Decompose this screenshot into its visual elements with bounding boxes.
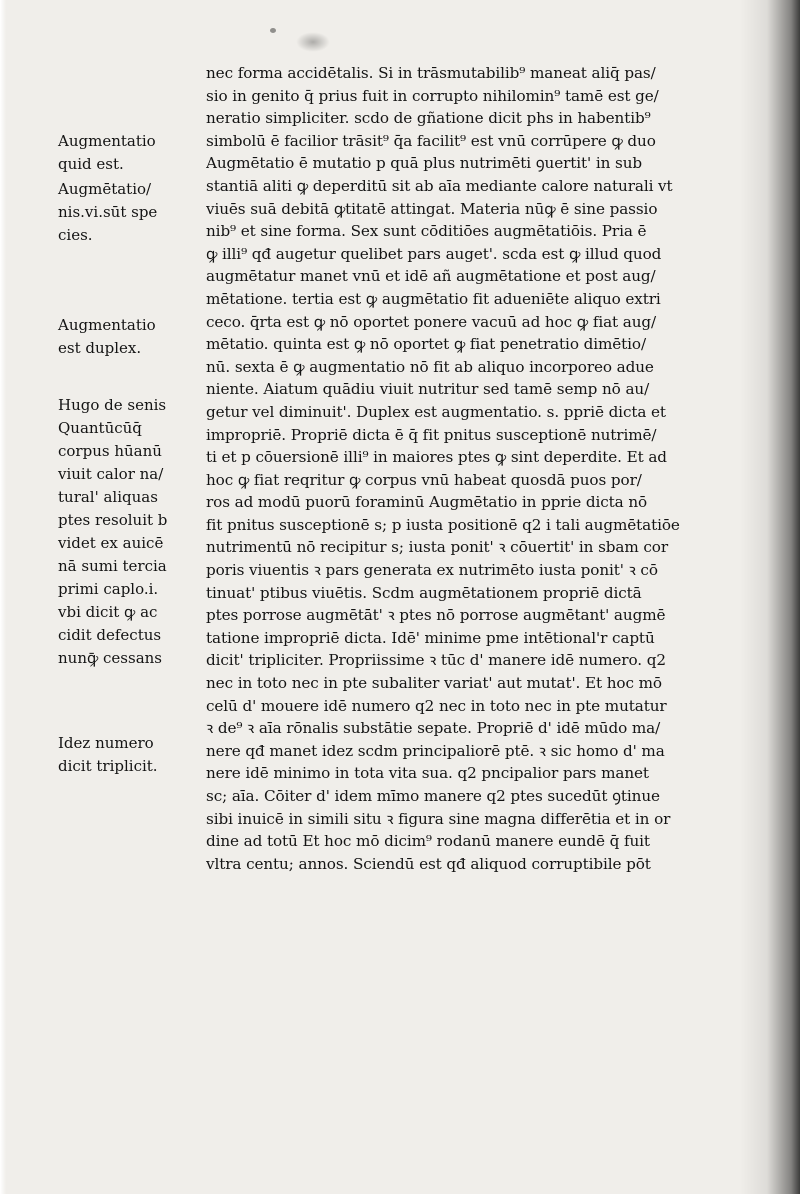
text-line: neratio simpliciter. scdo de gñatione dicit phs in habentib⁹	[206, 109, 651, 128]
text-line: ti et p cōuersionē illi⁹ in maiores ptes ꝙ sint deperdite. Et ad	[206, 448, 667, 467]
text-line: niente. Aiatum quādiu viuit nutritur sed tamē semp nō au/	[206, 380, 650, 399]
marginal-note-line: Hugo de senis	[58, 396, 167, 414]
text-line: fit pnitus susceptionē s; p iusta positionē q2 i tali augmētatiōe	[206, 515, 680, 534]
text-line: dine ad totū Et hoc mō dicim⁹ rodanū manere eundē q̄ fuit	[206, 832, 650, 851]
marginal-note-line: nis.vi.sūt spe	[58, 203, 158, 221]
text-line: hoc ꝙ fiat reqritur ꝙ corpus vnū habeat quosdā puos por/	[206, 470, 642, 489]
text-line: tatione impropriē dicta. Idē' minime pme intētional'r captū	[206, 628, 655, 647]
page-gutter-shadow	[740, 0, 800, 1194]
ink-speck	[270, 28, 276, 33]
text-line: sibi inuicē in simili situ ꝛ figura sine magna differētia et in or	[206, 809, 671, 828]
text-line: viuēs suā debitā ꝙtitatē attingat. Materia nūꝙ ē sine passio	[206, 199, 658, 218]
marginal-note-line: quid est.	[58, 155, 124, 173]
marginal-note-line: cies.	[58, 226, 93, 244]
text-line: nib⁹ et sine forma. Sex sunt cōditiōes augmētatiōis. Pria ē	[206, 222, 647, 241]
marginal-note-line: Augmentatio	[58, 316, 156, 334]
text-line: nec forma accidētalis. Si in trāsmutabilib⁹ maneat aliq̄ pas/	[206, 64, 656, 82]
ink-smudge	[296, 32, 330, 52]
text-line: sc; aīa. Cōiter d' idem mīmo manere q2 ptes sucedūt ꝯtinue	[206, 787, 660, 805]
text-line: stantiā aliti ꝙ deperditū sit ab aīa mediante calore naturali vt	[206, 176, 673, 195]
text-line: ceco. q̄rta est ꝙ nō oportet ponere vacuū ad hoc ꝙ fiat aug/	[206, 312, 657, 331]
text-line: mētatio. quinta est ꝙ nō oportet ꝙ fiat penetratio dimētio/	[206, 335, 646, 354]
text-line: nec in toto nec in pte subaliter variat' aut mutat'. Et hoc mō	[206, 674, 662, 693]
text-line: nū. sexta ē ꝙ augmentatio nō fit ab aliquo incorporeo adue	[206, 357, 654, 376]
marginal-note	[58, 732, 208, 778]
marginal-note-line: tural' aliquas	[58, 488, 158, 506]
marginal-note-line: Augmētatio/	[58, 180, 152, 198]
page-left-edge	[0, 0, 6, 1194]
text-line: mētatione. tertia est ꝙ augmētatio fit adueniēte aliquo extri	[206, 289, 661, 308]
marginal-note-line: dicit triplicit.	[58, 757, 158, 775]
marginal-note	[58, 394, 208, 670]
marginal-note-line: nā sumi tercia	[58, 557, 167, 575]
marginal-note-line: Idez numero	[58, 734, 154, 752]
marginal-note	[58, 178, 208, 247]
marginal-note-line: corpus hūanū	[58, 442, 162, 460]
text-line: getur vel diminuit'. Duplex est augmentatio. s. ppriē dicta et	[206, 402, 666, 421]
marginal-note	[58, 314, 208, 360]
marginal-note-line: Augmentatio	[58, 132, 156, 150]
text-line: nere idē minimo in tota vita sua. q2 pncipalior pars manet	[206, 764, 649, 783]
marginal-note-line: primi caplo.i.	[58, 580, 159, 598]
marginal-note-line: Quantūcūq̄	[58, 419, 142, 437]
marginal-note-line: viuit calor na/	[58, 465, 164, 483]
text-line: augmētatur manet vnū et idē añ augmētatione et post aug/	[206, 267, 656, 286]
marginal-note-line: videt ex auicē	[58, 534, 164, 552]
text-line: poris viuentis ꝛ pars generata ex nutrimēto iusta ponit' ꝛ cō	[206, 561, 658, 580]
text-line: Augmētatio ē mutatio p quā plus nutrimēti ꝯuertit' in sub	[206, 154, 642, 173]
text-line: celū d' mouere idē numero q2 nec in toto nec in pte mutatur	[206, 696, 667, 715]
text-line: vltra centu; annos. Sciendū est qđ aliquod corruptibile pōt	[206, 854, 651, 873]
marginal-note-line: vbi dicit ꝙ ac	[58, 603, 158, 621]
marginal-note-line: est duplex.	[58, 339, 142, 357]
text-line: impropriē. Propriē dicta ē q̄ fit pnitus susceptionē nutrimē/	[206, 425, 657, 444]
text-line: simbolū ē facilior trāsit⁹ q̄a facilit⁹ est vnū corrūpere ꝙ duo	[206, 131, 656, 150]
main-text-column	[206, 62, 766, 875]
marginal-note-line: nunꝙ̄ cessans	[58, 649, 162, 667]
marginal-note-line: cidit defectus	[58, 626, 162, 644]
text-line: ꝙ illi⁹ qđ augetur quelibet pars auget'. scda est ꝙ illud quod	[206, 244, 662, 263]
text-line: ptes porrose augmētāt' ꝛ ptes nō porrose augmētant' augmē	[206, 606, 666, 625]
text-line: dicit' tripliciter. Propriissime ꝛ tūc d' manere idē numero. q2	[206, 651, 666, 670]
text-line: tinuat' ptibus viuētis. Scdm augmētationem propriē dictā	[206, 583, 642, 602]
text-line: nere qđ manet idez scdm principaliorē ptē. ꝛ sic homo d' ma	[206, 741, 665, 760]
text-line: nutrimentū nō recipitur s; iusta ponit' ꝛ cōuertit' in sbam cor	[206, 538, 668, 557]
marginal-note	[58, 130, 208, 176]
marginal-note-line: ptes resoluit b	[58, 511, 168, 529]
text-line: ros ad modū puorū foraminū Augmētatio in pprie dicta nō	[206, 493, 648, 512]
text-line: sio in genito q̄ prius fuit in corrupto nihilomin⁹ tamē est ge/	[206, 86, 659, 105]
text-line: ꝛ de⁹ ꝛ aīa rōnalis substātie sepate. Propriē d' idē mūdo ma/	[206, 719, 661, 738]
